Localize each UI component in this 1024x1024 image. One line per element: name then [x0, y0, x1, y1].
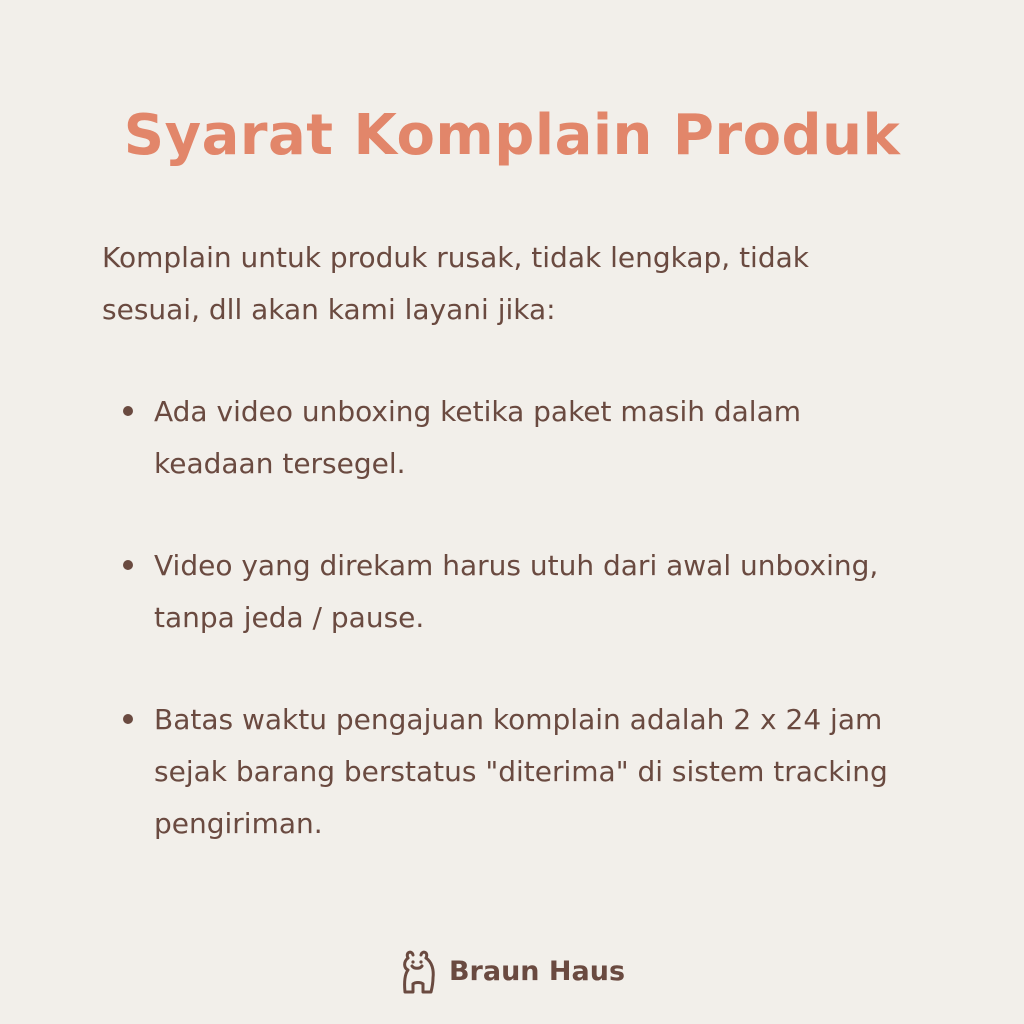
list-item: [102, 694, 902, 850]
requirement-text: Video yang direkam harus utuh dari awal unboxing, tanpa jeda / pause.: [154, 549, 879, 634]
bear-logo-icon: [399, 948, 439, 996]
intro-text: Komplain untuk produk rusak, tidak lengkap, tidak sesuai, dll akan kami layani jika:: [102, 241, 809, 326]
bullet-icon: [123, 406, 133, 416]
requirement-text: Ada video unboxing ketika paket masih dalam keadaan tersegel.: [154, 395, 802, 480]
requirements-list: [102, 386, 902, 900]
page-title: Syarat Komplain Produk: [123, 103, 901, 168]
bullet-icon: [123, 560, 133, 570]
bullet-icon: [123, 714, 133, 724]
list-item: [102, 540, 902, 644]
requirement-text: Batas waktu pengajuan komplain adalah 2 x 24 jam sejak barang berstatus "diterima" di sistem tracking pengiriman.: [154, 703, 888, 840]
brand-footer: [0, 946, 1024, 998]
list-item: [102, 386, 902, 490]
brand-name: Braun Haus: [448, 956, 626, 987]
